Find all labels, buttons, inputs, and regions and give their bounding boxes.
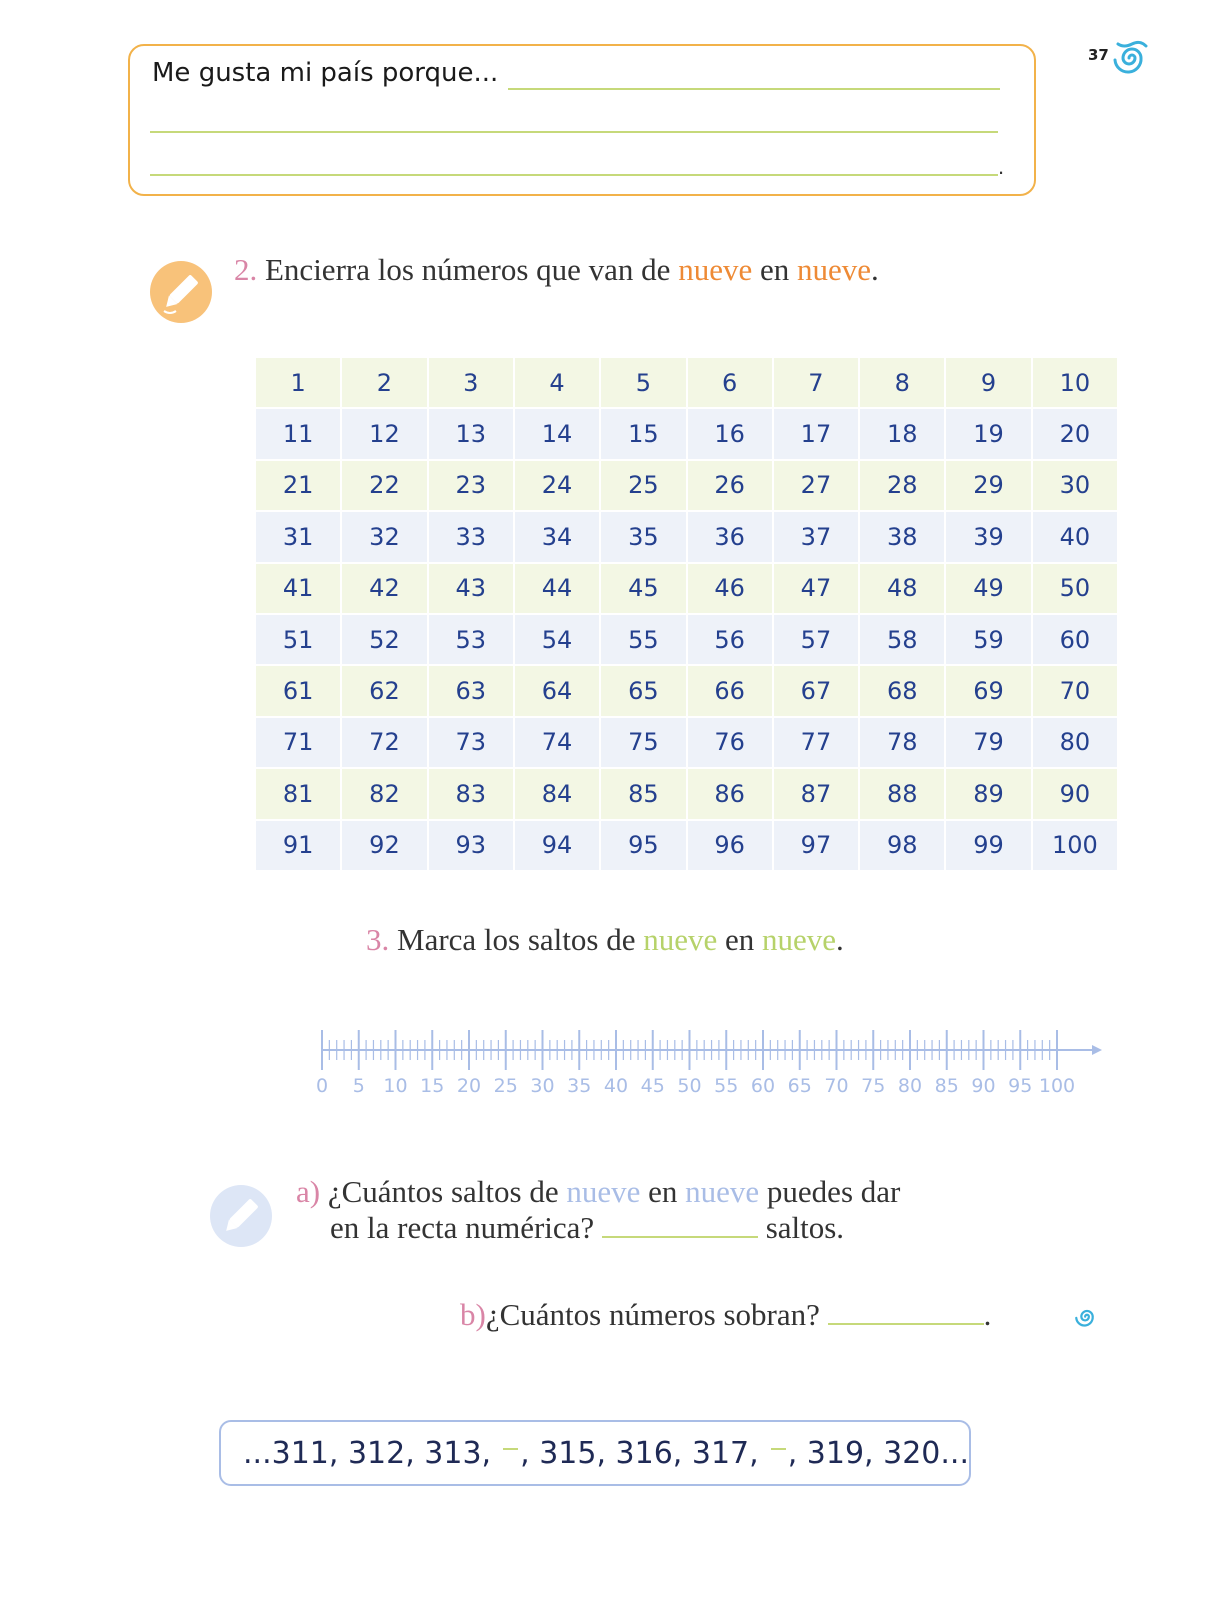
grid-cell[interactable]: 51 — [256, 615, 340, 664]
question-b-label: b) — [460, 1297, 486, 1332]
grid-cell[interactable]: 90 — [1033, 769, 1117, 818]
grid-cell[interactable]: 5 — [601, 358, 685, 407]
grid-cell[interactable]: 6 — [688, 358, 772, 407]
grid-cell[interactable]: 58 — [860, 615, 944, 664]
grid-cell[interactable]: 89 — [946, 769, 1030, 818]
grid-cell[interactable]: 96 — [688, 821, 772, 870]
grid-cell[interactable]: 74 — [515, 718, 599, 767]
number-line-label: 80 — [897, 1075, 923, 1097]
grid-cell[interactable]: 46 — [688, 564, 772, 613]
number-line-label: 40 — [603, 1075, 629, 1097]
question-b-answer-blank[interactable] — [828, 1323, 984, 1325]
number-line-label: 10 — [383, 1075, 408, 1097]
sequence-end: 319, 320... — [806, 1435, 969, 1471]
grid-cell[interactable]: 23 — [429, 461, 513, 510]
grid-cell[interactable]: 87 — [774, 769, 858, 818]
hundreds-grid — [256, 358, 1117, 870]
question-a-text-before: ¿Cuántos saltos de — [327, 1174, 559, 1209]
grid-cell[interactable]: 47 — [774, 564, 858, 613]
exercise2-number: 2. — [234, 252, 258, 287]
grid-cell[interactable]: 15 — [601, 409, 685, 458]
grid-cell[interactable]: 100 — [1033, 821, 1117, 870]
number-line-label: 50 — [677, 1075, 702, 1097]
grid-cell[interactable]: 93 — [429, 821, 513, 870]
exercise3-text-after: . — [836, 922, 844, 957]
grid-cell[interactable]: 20 — [1033, 409, 1117, 458]
grid-cell[interactable]: 94 — [515, 821, 599, 870]
grid-cell[interactable]: 30 — [1033, 461, 1117, 510]
grid-cell[interactable]: 26 — [688, 461, 772, 510]
grid-cell[interactable]: 33 — [429, 512, 513, 561]
question-a-line2-after: saltos. — [765, 1210, 845, 1245]
grid-cell[interactable]: 82 — [342, 769, 426, 818]
grid-cell[interactable]: 4 — [515, 358, 599, 407]
writing-line-3[interactable] — [150, 174, 998, 176]
question-a-text-after: puedes dar — [766, 1174, 901, 1209]
grid-cell[interactable]: 63 — [429, 666, 513, 715]
grid-cell[interactable]: 71 — [256, 718, 340, 767]
grid-cell[interactable]: 25 — [601, 461, 685, 510]
grid-cell[interactable]: 17 — [774, 409, 858, 458]
reflection-box — [128, 44, 1036, 196]
number-line-label: 20 — [456, 1075, 482, 1097]
grid-cell[interactable]: 81 — [256, 769, 340, 818]
grid-cell[interactable]: 97 — [774, 821, 858, 870]
question-a-answer-blank[interactable] — [602, 1236, 758, 1238]
grid-cell[interactable]: 76 — [688, 718, 772, 767]
grid-cell[interactable]: 83 — [429, 769, 513, 818]
pencil-icon — [150, 261, 212, 323]
grid-cell[interactable]: 41 — [256, 564, 340, 613]
question-b-text: ¿Cuántos números sobran? — [485, 1297, 820, 1332]
grid-cell[interactable]: 10 — [1033, 358, 1117, 407]
number-line-label: 75 — [861, 1075, 886, 1097]
grid-cell[interactable]: 18 — [860, 409, 944, 458]
grid-cell[interactable]: 21 — [256, 461, 340, 510]
grid-cell[interactable]: 43 — [429, 564, 513, 613]
grid-cell[interactable]: 37 — [774, 512, 858, 561]
page-number: 37 — [1088, 46, 1109, 64]
exercise2-keyword2: nueve — [796, 252, 872, 287]
question-a-text-middle: en — [648, 1174, 678, 1209]
number-line-label: 30 — [530, 1075, 555, 1097]
grid-cell[interactable]: 36 — [688, 512, 772, 561]
grid-cell[interactable]: 79 — [946, 718, 1030, 767]
number-line-label: 55 — [714, 1075, 739, 1097]
grid-cell[interactable]: 86 — [688, 769, 772, 818]
grid-cell[interactable]: 59 — [946, 615, 1030, 664]
grid-cell[interactable]: 67 — [774, 666, 858, 715]
number-line-label: 70 — [824, 1075, 849, 1097]
number-line-label: 100 — [1038, 1075, 1076, 1097]
grid-cell[interactable]: 27 — [774, 461, 858, 510]
question-a-line1 — [296, 1174, 900, 1210]
question-b — [460, 1297, 991, 1333]
grid-cell[interactable]: 85 — [601, 769, 685, 818]
sequence-blank-2[interactable] — [771, 1448, 786, 1450]
grid-cell[interactable]: 32 — [342, 512, 426, 561]
sequence-box — [219, 1420, 971, 1486]
grid-cell[interactable]: 22 — [342, 461, 426, 510]
grid-cell[interactable]: 14 — [515, 409, 599, 458]
grid-cell[interactable]: 62 — [342, 666, 426, 715]
sequence-start: ...311, 312, 313, — [243, 1435, 492, 1471]
exercise3-keyword2: nueve — [762, 922, 837, 957]
grid-cell[interactable]: 95 — [601, 821, 685, 870]
grid-cell[interactable]: 80 — [1033, 718, 1117, 767]
question-a-keyword1: nueve — [566, 1174, 641, 1209]
swirl-icon — [1112, 38, 1152, 76]
number-line-label: 65 — [787, 1075, 812, 1097]
grid-cell[interactable]: 68 — [860, 666, 944, 715]
grid-cell[interactable]: 13 — [429, 409, 513, 458]
number-line-label: 25 — [493, 1075, 518, 1097]
writing-line-1[interactable] — [508, 88, 1000, 90]
number-line-label: 60 — [750, 1075, 776, 1097]
grid-cell[interactable]: 24 — [515, 461, 599, 510]
grid-cell[interactable]: 35 — [601, 512, 685, 561]
exercise2-text-before: Encierra los números que van de — [265, 252, 671, 287]
grid-cell[interactable]: 61 — [256, 666, 340, 715]
sequence-comma-1: , — [520, 1435, 530, 1471]
grid-cell[interactable]: 75 — [601, 718, 685, 767]
grid-cell[interactable]: 48 — [860, 564, 944, 613]
grid-cell[interactable]: 55 — [601, 615, 685, 664]
grid-cell[interactable]: 45 — [601, 564, 685, 613]
exercise2-text-after: . — [871, 252, 879, 287]
grid-cell[interactable]: 73 — [429, 718, 513, 767]
number-line-label: 15 — [420, 1075, 445, 1097]
grid-cell[interactable]: 42 — [342, 564, 426, 613]
exercise2-keyword1: nueve — [678, 252, 753, 287]
grid-cell[interactable]: 28 — [860, 461, 944, 510]
sequence-comma-2: , — [787, 1435, 798, 1471]
grid-cell[interactable]: 16 — [688, 409, 772, 458]
writing-line-2[interactable] — [150, 131, 998, 133]
grid-cell[interactable]: 44 — [515, 564, 599, 613]
question-a-line2-before: en la recta numérica? — [330, 1210, 595, 1245]
grid-cell[interactable]: 7 — [774, 358, 858, 407]
reflection-prompt: Me gusta mi país porque... — [152, 58, 499, 88]
grid-cell[interactable]: 65 — [601, 666, 685, 715]
grid-cell[interactable]: 12 — [342, 409, 426, 458]
grid-cell[interactable]: 39 — [946, 512, 1030, 561]
grid-cell[interactable]: 50 — [1033, 564, 1117, 613]
grid-cell[interactable]: 99 — [946, 821, 1030, 870]
number-line-label: 90 — [971, 1075, 996, 1097]
question-a-label: a) — [296, 1174, 321, 1209]
grid-cell[interactable]: 49 — [946, 564, 1030, 613]
grid-cell[interactable]: 19 — [946, 409, 1030, 458]
grid-cell[interactable]: 88 — [860, 769, 944, 818]
grid-cell[interactable]: 70 — [1033, 666, 1117, 715]
exercise3-keyword1: nueve — [643, 922, 718, 957]
exercise3-number: 3. — [366, 922, 390, 957]
exercise3-instruction — [366, 922, 844, 958]
number-line-label: 45 — [640, 1075, 665, 1097]
grid-cell[interactable]: 66 — [688, 666, 772, 715]
number-line-label: 95 — [1008, 1075, 1033, 1097]
grid-cell[interactable]: 29 — [946, 461, 1030, 510]
grid-cell[interactable]: 2 — [342, 358, 426, 407]
grid-cell[interactable]: 64 — [515, 666, 599, 715]
pencil-icon-faded — [210, 1185, 272, 1247]
grid-cell[interactable]: 9 — [946, 358, 1030, 407]
grid-cell[interactable]: 31 — [256, 512, 340, 561]
grid-cell[interactable]: 11 — [256, 409, 340, 458]
grid-cell[interactable]: 52 — [342, 615, 426, 664]
grid-cell[interactable]: 38 — [860, 512, 944, 561]
grid-cell[interactable]: 34 — [515, 512, 599, 561]
number-line-label: 85 — [934, 1075, 959, 1097]
grid-cell[interactable]: 57 — [774, 615, 858, 664]
grid-cell[interactable]: 3 — [429, 358, 513, 407]
grid-cell[interactable]: 1 — [256, 358, 340, 407]
swirl-icon — [1074, 1304, 1100, 1328]
exercise3-text-before: Marca los saltos de — [397, 922, 636, 957]
grid-cell[interactable]: 56 — [688, 615, 772, 664]
number-line-label: 5 — [352, 1075, 365, 1097]
grid-cell[interactable]: 54 — [515, 615, 599, 664]
number-line-label: 35 — [567, 1075, 592, 1097]
grid-cell[interactable]: 72 — [342, 718, 426, 767]
question-a-keyword2: nueve — [685, 1174, 760, 1209]
reflection-end-dot: . — [998, 154, 1005, 179]
question-b-end-dot: . — [983, 1297, 992, 1332]
grid-cell[interactable]: 91 — [256, 821, 340, 870]
exercise3-text-middle: en — [725, 922, 755, 957]
exercise2-instruction — [234, 252, 879, 288]
grid-cell[interactable]: 92 — [342, 821, 426, 870]
grid-cell[interactable]: 84 — [515, 769, 599, 818]
grid-cell[interactable]: 53 — [429, 615, 513, 664]
sequence-middle: 315, 316, 317, — [539, 1435, 759, 1471]
grid-cell[interactable]: 8 — [860, 358, 944, 407]
sequence-blank-1[interactable] — [503, 1448, 518, 1450]
grid-cell[interactable]: 78 — [860, 718, 944, 767]
grid-cell[interactable]: 98 — [860, 821, 944, 870]
question-a-line2 — [330, 1210, 844, 1246]
grid-cell[interactable]: 60 — [1033, 615, 1117, 664]
grid-cell[interactable]: 40 — [1033, 512, 1117, 561]
number-line-label: 0 — [315, 1075, 329, 1097]
grid-cell[interactable]: 77 — [774, 718, 858, 767]
exercise2-text-middle: en — [759, 252, 790, 287]
grid-cell[interactable]: 69 — [946, 666, 1030, 715]
number-line[interactable] — [300, 1020, 1110, 1100]
number-line-arrow — [1092, 1045, 1102, 1055]
